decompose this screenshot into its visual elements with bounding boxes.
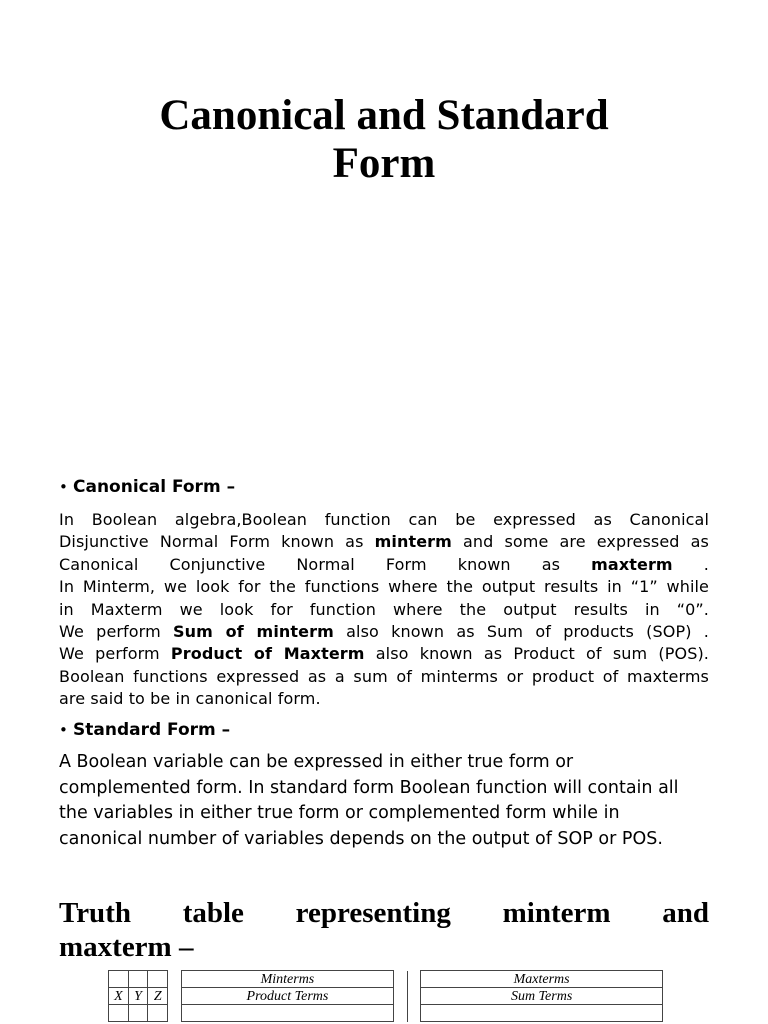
line-text: are said to be in canonical form. xyxy=(59,689,321,709)
column-x: X xyxy=(109,988,129,1005)
term-sum-of-minterm: Sum of minterm xyxy=(173,622,334,642)
paragraph-line xyxy=(59,576,709,598)
line-text: also known as Product of sum (POS). xyxy=(364,644,709,664)
title-line-1: Canonical and Standard xyxy=(159,92,609,139)
table-cell xyxy=(109,971,129,988)
column-z: Z xyxy=(148,988,168,1005)
heading-line-1: Truth table representing minterm and xyxy=(59,897,709,929)
paragraph-line xyxy=(59,688,709,710)
table-cell xyxy=(148,1005,168,1022)
table-spacer xyxy=(168,988,181,1005)
column-y: Y xyxy=(128,988,148,1005)
line-text: in Maxterm we look for function where the output results in “0”. xyxy=(59,599,709,619)
table-header-row xyxy=(109,971,663,988)
table-spacer xyxy=(168,971,181,988)
minterms-header: Minterms xyxy=(181,971,394,988)
paragraph-line: complemented form. In standard form Boolean function will contain all xyxy=(59,777,679,798)
line-text: Canonical Conjunctive Normal Form known as xyxy=(59,554,592,574)
paragraph-line: A Boolean variable can be expressed in either true form or xyxy=(59,752,574,772)
paragraph-line: the variables in either true form or complemented form while in xyxy=(59,803,620,823)
term-product-of-maxterm: Product of Maxterm xyxy=(170,644,365,664)
canonical-form-heading xyxy=(59,476,235,498)
line-text: and some are expressed as xyxy=(451,532,709,552)
table-spacer xyxy=(407,1005,420,1022)
paragraph-line xyxy=(59,531,709,553)
line-text: We perform xyxy=(59,622,174,642)
term-minterm: minterm xyxy=(374,532,452,552)
heading-line-2: maxterm – xyxy=(59,931,194,963)
line-text: . xyxy=(672,554,709,574)
line-text: Disjunctive Normal Form known as xyxy=(59,532,375,552)
maxterms-header: Maxterms xyxy=(421,971,663,988)
paragraph-line xyxy=(59,643,709,665)
line-text: Boolean functions expressed as a sum of minterms or product of maxterms xyxy=(59,666,709,686)
line-text: In Boolean algebra,Boolean function can be expressed as Canonical xyxy=(59,510,709,529)
table-cell xyxy=(421,1005,663,1022)
paragraph-line xyxy=(59,554,709,576)
title-line-2: Form xyxy=(332,140,436,187)
table-spacer xyxy=(394,988,407,1005)
truth-table-heading xyxy=(59,896,709,964)
sum-terms-header: Sum Terms xyxy=(421,988,663,1005)
page-title xyxy=(0,92,768,188)
bullet-icon: • xyxy=(59,478,68,496)
table-cell xyxy=(128,971,148,988)
line-text: We perform xyxy=(59,644,171,664)
canonical-form-paragraph xyxy=(59,509,709,711)
term-maxterm: maxterm xyxy=(591,554,673,574)
paragraph-line xyxy=(59,666,709,688)
table-cell xyxy=(148,971,168,988)
standard-form-paragraph xyxy=(59,750,719,852)
table-spacer xyxy=(394,971,407,988)
line-text: also known as Sum of products (SOP) . xyxy=(333,622,709,642)
paragraph-line xyxy=(59,599,709,621)
bullet-icon: • xyxy=(59,721,68,739)
paragraph-line xyxy=(59,621,709,643)
standard-form-heading xyxy=(59,719,230,741)
standard-heading-text: Standard Form – xyxy=(73,720,231,740)
table-spacer xyxy=(407,988,420,1005)
paragraph-line: canonical number of variables depends on the output of SOP or POS. xyxy=(59,828,663,849)
table-cell xyxy=(109,1005,129,1022)
table-spacer xyxy=(407,971,420,988)
table-subheader-row xyxy=(109,988,663,1005)
table-row xyxy=(109,1005,663,1022)
table-cell xyxy=(181,1005,394,1022)
line-text: In Minterm, we look for the functions where the output results in “1” while xyxy=(59,577,709,597)
paragraph-line xyxy=(59,509,709,531)
truth-table xyxy=(108,970,663,1022)
product-terms-header: Product Terms xyxy=(181,988,394,1005)
table-cell xyxy=(128,1005,148,1022)
canonical-heading-text: Canonical Form – xyxy=(73,477,236,497)
table-spacer xyxy=(168,1005,181,1022)
table-spacer xyxy=(394,1005,407,1022)
